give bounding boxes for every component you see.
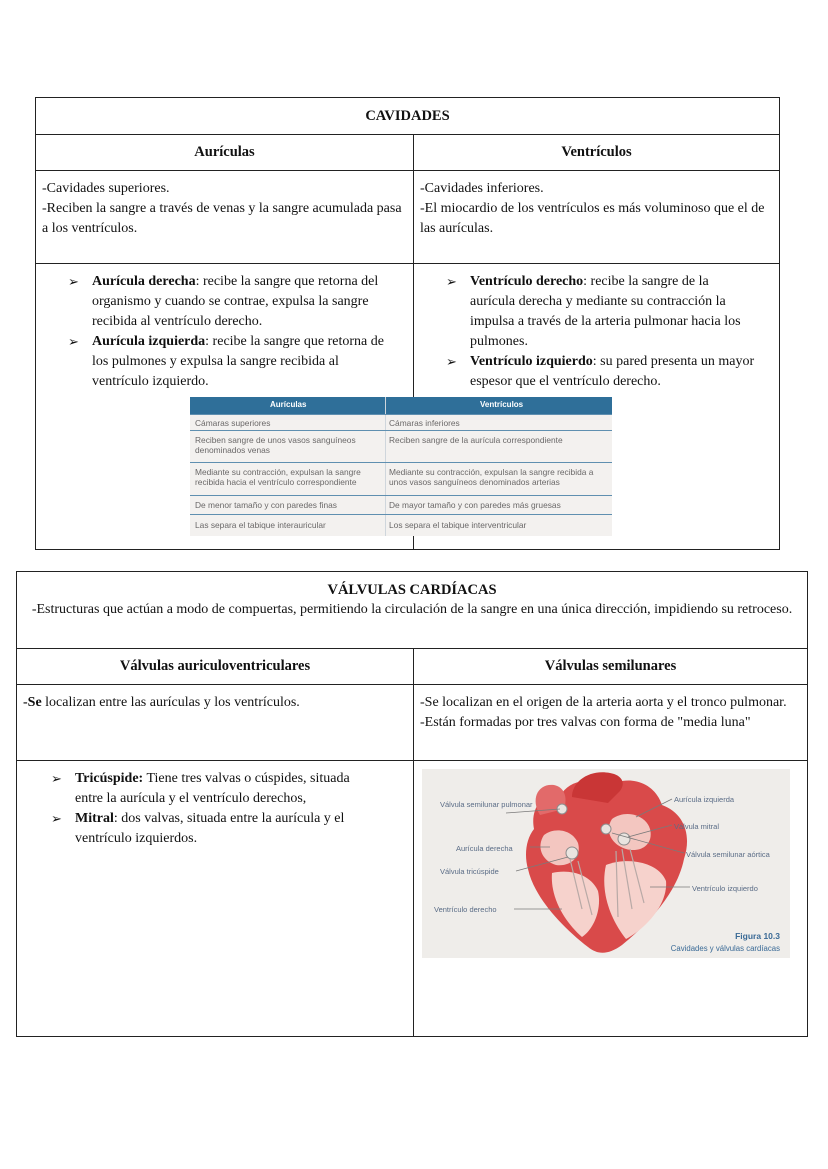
table-row xyxy=(190,414,612,431)
aortic-valve xyxy=(601,824,611,834)
cell: Cámaras superiores xyxy=(195,418,271,428)
term: Ventrículo derecho xyxy=(470,274,584,289)
label-ventriculo-izquierdo: Ventrículo izquierdo xyxy=(692,884,758,893)
label-valvula-semilunar-aortica: Válvula semilunar aórtica xyxy=(686,850,770,859)
description: Tiene tres valvas o cúspides, situada entre la aurícula y el ventrículo derechos, xyxy=(75,771,350,806)
auriculoventriculares-detail xyxy=(17,761,414,1037)
list-item xyxy=(68,272,388,332)
table-row xyxy=(190,495,612,515)
cell: Cámaras inferiores xyxy=(389,418,460,428)
list-item xyxy=(51,809,361,849)
description: : recibe la sangre que retorna de los pulmones y expulsa la sangre recibida al ventrículo izquierdo. xyxy=(92,334,384,389)
cell: Mediante su contracción, expulsan la sangre recibida a unos vasos sanguíneos denominados arterias xyxy=(389,467,594,487)
auriculas-general-line: -Cavidades superiores. xyxy=(42,181,170,196)
term: Mitral xyxy=(75,811,114,826)
comparison-table-image xyxy=(190,397,612,536)
table-row xyxy=(190,462,612,495)
valvulas-title-cell xyxy=(17,572,808,649)
comparison-header xyxy=(190,397,612,414)
semilunares-header-text: Válvulas semilunares xyxy=(544,658,677,674)
description: : recibe la sangre que retorna del organismo y cuando se contrae, expulsa la sangre recibida al ventrículo derecho. xyxy=(92,274,379,329)
description: : recibe la sangre de la aurícula derecha y mediante su contracción la impulsa a través de la arteria pulmonar hacia los pulmones. xyxy=(470,274,741,349)
list-item xyxy=(51,769,361,809)
list-item xyxy=(446,352,756,392)
cavidades-title xyxy=(36,98,780,135)
label-valvula-semilunar-pulmonar: Válvula semilunar pulmonar xyxy=(440,800,533,809)
heart-diagram-figure xyxy=(422,769,790,958)
cell: Los separa el tabique interventricular xyxy=(389,520,527,530)
description: localizan entre las aurículas y los ventrículos. xyxy=(41,695,300,710)
ventriculos-header-text: Ventrículos xyxy=(561,144,632,160)
table-row xyxy=(190,430,612,463)
semilunares-header xyxy=(414,649,808,685)
label-valvula-tricuspide: Válvula tricúspide xyxy=(440,867,499,876)
semilunares-general-line: -Se localizan en el origen de la arteria aorta y el tronco pulmonar. xyxy=(420,695,787,710)
figure-number: Figura 10.3 xyxy=(735,931,780,941)
label-auricula-derecha: Aurícula derecha xyxy=(456,844,513,853)
semilunares-general-line: -Están formadas por tres valvas con forma de "media luna" xyxy=(420,715,751,730)
valvulas-title: VÁLVULAS CARDÍACAS xyxy=(327,582,497,598)
auriculas-general-line: -Reciben la sangre a través de venas y la sangre acumulada pasa a los ventrículos. xyxy=(42,201,402,236)
list-item xyxy=(446,272,756,352)
description: : su pared presenta un mayor espesor que el ventrículo derecho. xyxy=(470,354,755,389)
cell: Mediante su contracción, expulsan la sangre recibida hacia el ventrículo correspondiente xyxy=(195,467,361,487)
auriculas-header xyxy=(36,135,414,171)
ventriculos-general-line: -El miocardio de los ventrículos es más voluminoso que el de las aurículas. xyxy=(420,201,765,236)
auriculoventriculares-header xyxy=(17,649,414,685)
ventriculos-general-line: -Cavidades inferiores. xyxy=(420,181,544,196)
term: Aurícula derecha xyxy=(92,274,196,289)
auriculas-general xyxy=(36,171,414,264)
auriculoventriculares-header-text: Válvulas auriculoventriculares xyxy=(119,658,311,674)
bold-prefix: -Se xyxy=(23,695,42,710)
cell: Las separa el tabique interauricular xyxy=(195,520,326,530)
term: Aurícula izquierda xyxy=(92,334,206,349)
term: Tricúspide: xyxy=(75,771,144,786)
semilunares-general xyxy=(414,685,808,761)
label-auricula-izquierda: Aurícula izquierda xyxy=(674,795,735,804)
comparison-header-right: Ventrículos xyxy=(480,400,524,409)
auriculas-header-text: Aurículas xyxy=(194,144,255,160)
label-ventriculo-derecho: Ventrículo derecho xyxy=(434,905,497,914)
cell: Reciben sangre de la aurícula correspondiente xyxy=(389,435,563,445)
comparison-header-left: Aurículas xyxy=(270,400,307,409)
cell: Reciben sangre de unos vasos sanguíneos denominados venas xyxy=(195,435,356,455)
cell: De mayor tamaño y con paredes más gruesas xyxy=(389,500,561,510)
heart-diagram xyxy=(422,769,790,958)
description: : dos valvas, situada entre la aurícula y el ventrículo izquierdos. xyxy=(75,811,345,846)
list-item xyxy=(68,332,388,392)
label-valvula-mitral: Válvula mitral xyxy=(674,822,720,831)
ventriculos-general xyxy=(414,171,780,264)
cell: De menor tamaño y con paredes finas xyxy=(195,500,337,510)
auriculoventriculares-general xyxy=(17,685,414,761)
term: Ventrículo izquierdo xyxy=(470,354,593,369)
figure-caption: Cavidades y válvulas cardíacas xyxy=(670,944,780,953)
cavidades-title-text: CAVIDADES xyxy=(365,107,450,124)
ventriculos-header xyxy=(414,135,780,171)
valvulas-subtitle: -Estructuras que actúan a modo de compuertas, permitiendo la circulación de la sangre en una única dirección, impidiendo su retroceso. xyxy=(31,602,793,617)
table-row xyxy=(190,514,612,537)
